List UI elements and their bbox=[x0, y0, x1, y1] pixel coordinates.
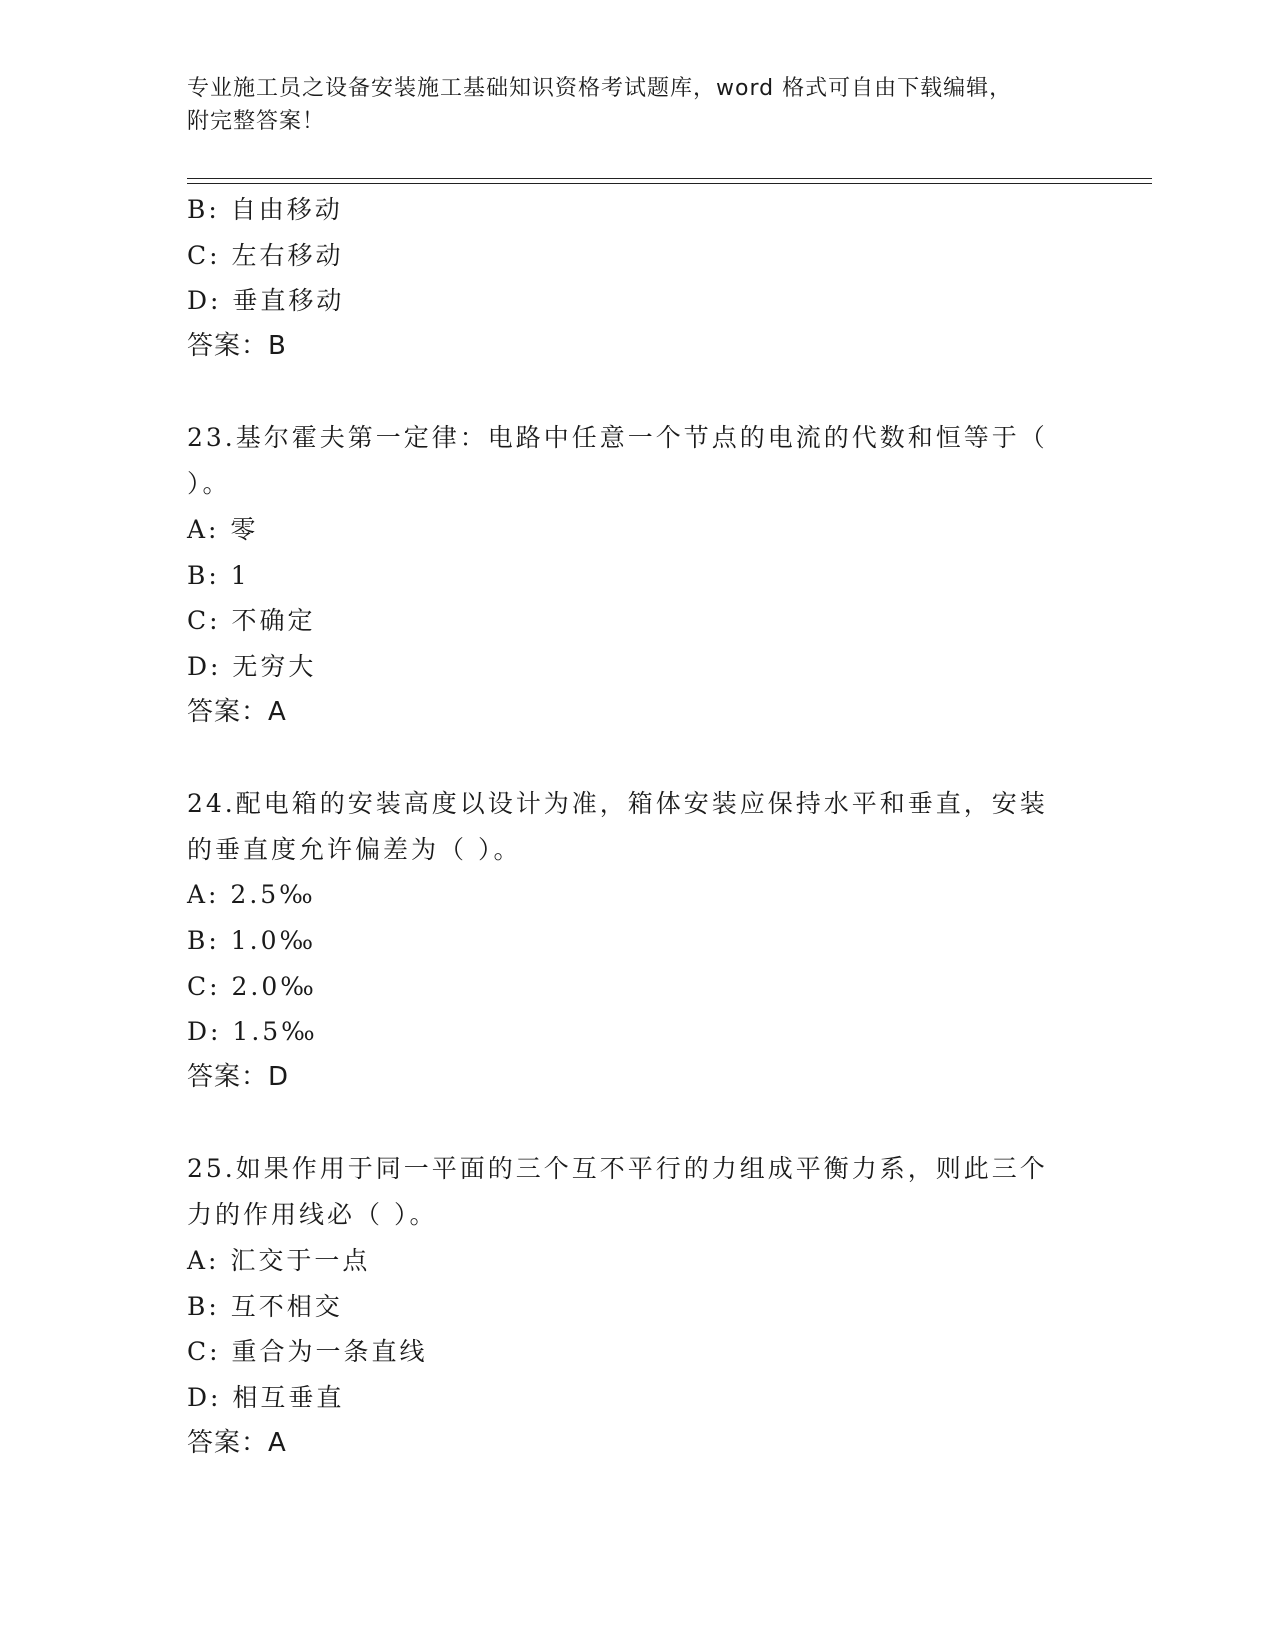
question-text-line-1: 24.配电箱的安装高度以设计为准，箱体安装应保持水平和垂直，安装 bbox=[187, 788, 1048, 818]
option-d: D: 无穷大 bbox=[187, 651, 317, 681]
question-25 bbox=[187, 1146, 1087, 1466]
question-22-continued bbox=[187, 187, 1087, 370]
header-title-line-1: 专业施工员之设备安装施工基础知识资格考试题库，word 格式可自由下载编辑， bbox=[187, 76, 1013, 101]
question-list bbox=[187, 187, 1087, 1466]
question-text-line-1: 23.基尔霍夫第一定律：电路中任意一个节点的电流的代数和恒等于（ bbox=[187, 423, 1048, 453]
header-title-line-2: 附完整答案！ bbox=[187, 109, 326, 134]
option-c: C: 重合为一条直线 bbox=[187, 1337, 428, 1367]
spacer bbox=[187, 735, 1087, 781]
answer-line: 答案：B bbox=[187, 331, 287, 362]
option-d: D: 垂直移动 bbox=[187, 286, 345, 316]
document-header bbox=[187, 72, 1067, 138]
option-c: C: 不确定 bbox=[187, 606, 316, 636]
question-text-line-2: 力的作用线必（ ）。 bbox=[187, 1200, 438, 1230]
option-a: A: 零 bbox=[187, 514, 259, 544]
option-b: B: 1.0‰ bbox=[187, 926, 317, 955]
option-b: B: 互不相交 bbox=[187, 1291, 343, 1321]
option-a: A: 2.5‰ bbox=[187, 880, 316, 910]
spacer bbox=[187, 370, 1087, 416]
spacer bbox=[187, 1101, 1087, 1147]
option-c: C: 左右移动 bbox=[187, 240, 344, 270]
answer-line: 答案：A bbox=[187, 1427, 287, 1458]
header-divider-bottom bbox=[187, 183, 1152, 184]
option-d: D: 相互垂直 bbox=[187, 1382, 345, 1412]
option-a: A: 汇交于一点 bbox=[187, 1245, 371, 1275]
header-divider-top bbox=[187, 178, 1152, 179]
option-c: C: 2.0‰ bbox=[187, 971, 317, 1001]
option-b: B: 自由移动 bbox=[187, 195, 343, 224]
question-23 bbox=[187, 415, 1087, 735]
question-text-line-1: 25.如果作用于同一平面的三个互不平行的力组成平衡力系，则此三个 bbox=[187, 1154, 1048, 1184]
question-text-line-2: ）。 bbox=[187, 469, 231, 499]
answer-line: 答案：A bbox=[187, 696, 287, 727]
answer-line: 答案：D bbox=[187, 1062, 290, 1093]
option-d: D: 1.5‰ bbox=[187, 1017, 318, 1047]
option-b: B: 1 bbox=[187, 560, 250, 590]
question-24 bbox=[187, 781, 1087, 1101]
question-text-line-2: 的垂直度允许偏差为（ ）。 bbox=[187, 834, 522, 864]
